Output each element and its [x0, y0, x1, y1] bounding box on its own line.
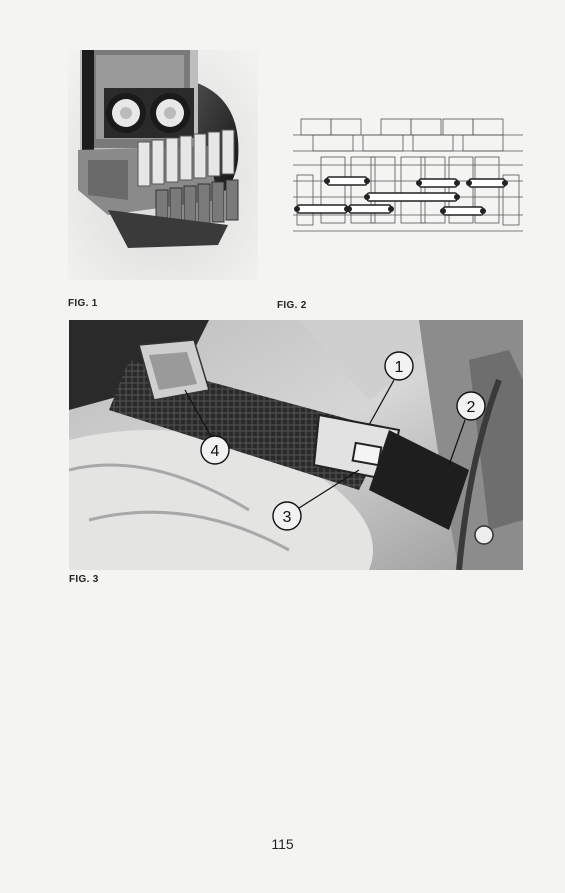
fig2-diagram: [293, 115, 523, 235]
callout-4-label: 4: [210, 443, 220, 460]
fig2-caption: FIG. 2: [277, 300, 307, 311]
fig1-photo: [68, 50, 258, 280]
callout-1-label: 1: [394, 359, 404, 376]
fig1-caption: FIG. 1: [68, 298, 98, 309]
callout-3-label: 3: [282, 509, 292, 526]
page-number: 115: [271, 836, 294, 852]
callout-2-label: 2: [466, 399, 476, 416]
fig3-photo: [69, 320, 523, 570]
fig3-caption: FIG. 3: [69, 574, 99, 585]
